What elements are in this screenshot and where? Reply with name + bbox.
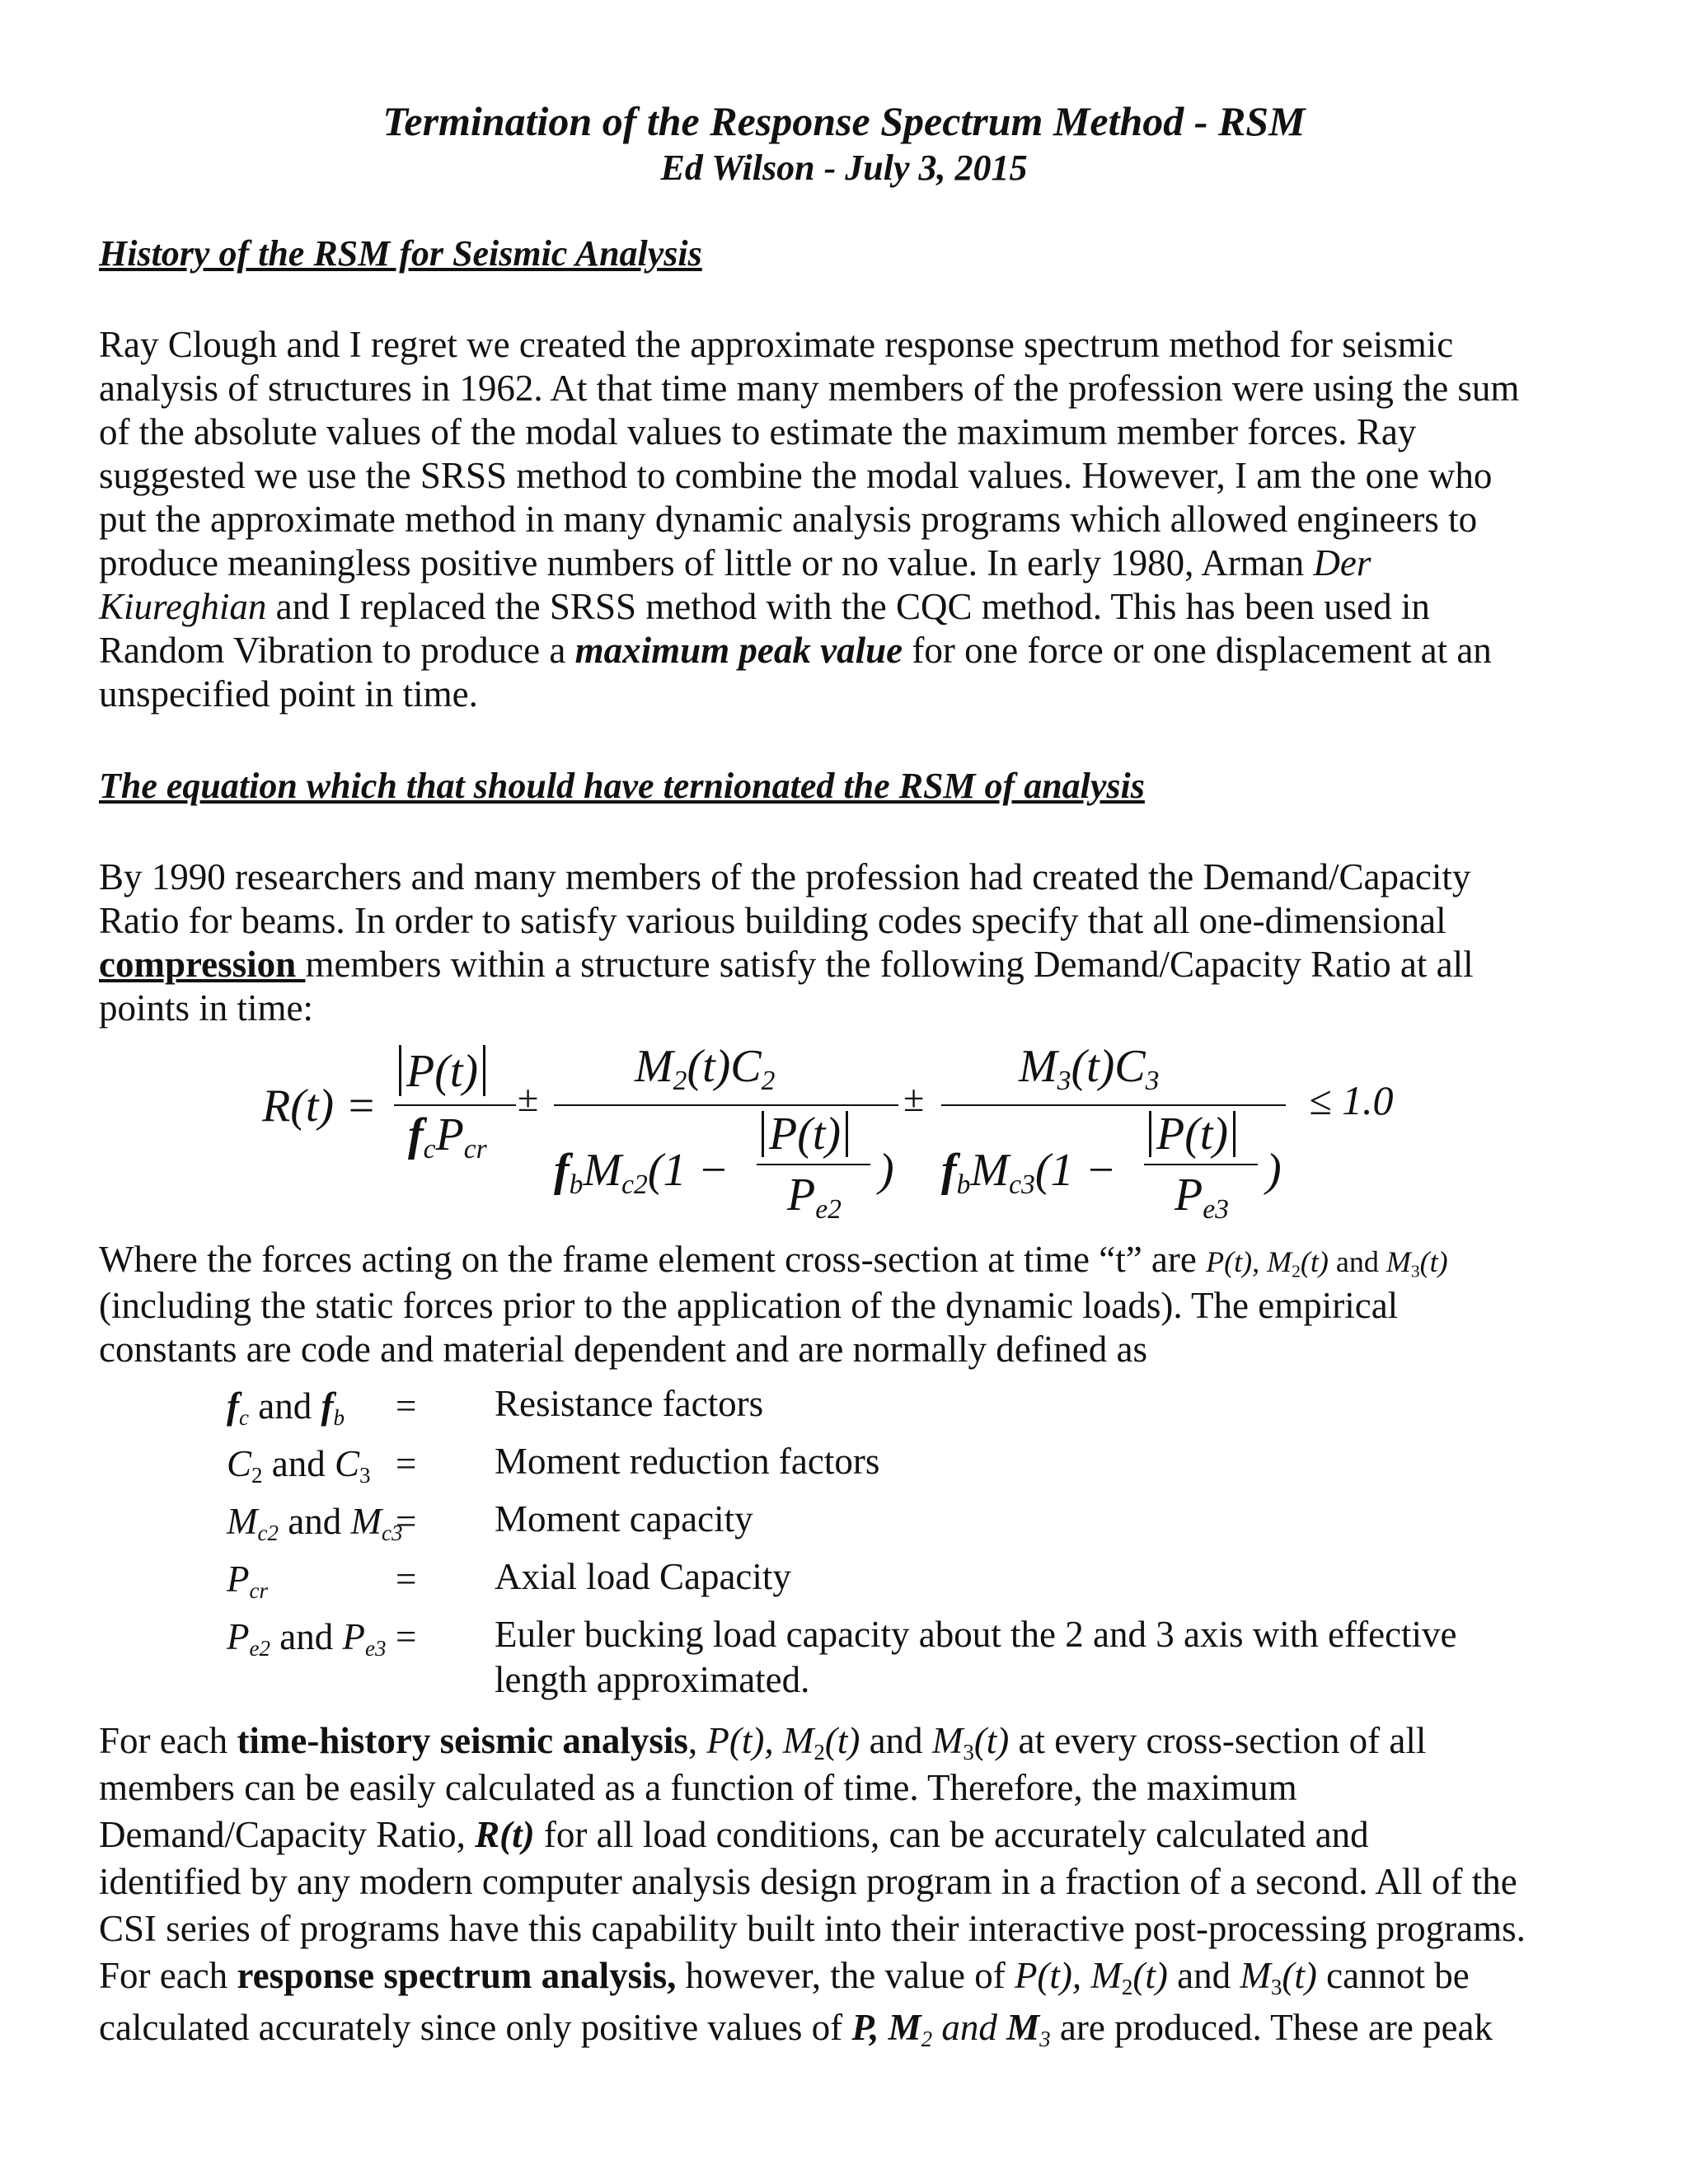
- text-span: and: [932, 2007, 1007, 2048]
- text-span: at every cross-section of all: [1009, 1720, 1427, 1761]
- text-span: f: [227, 1385, 239, 1427]
- text-span: f: [941, 1145, 957, 1196]
- text-span: Where the forces acting on the frame element cross-section at time “t” are: [99, 1239, 1207, 1280]
- text-span: Random Vibration to produce a: [99, 630, 575, 671]
- text-line: unspecified point in time.: [99, 673, 478, 715]
- text-span: P, M: [851, 2007, 921, 2048]
- text-line: constants are code and material dependent and are normally defined as: [99, 1329, 1147, 1370]
- fraction-bar: [757, 1164, 870, 1165]
- subscript: 2: [761, 1066, 776, 1097]
- emphasis-text: time-history seismic analysis: [237, 1720, 688, 1761]
- term1-denominator: [408, 1108, 487, 1165]
- text-span: (t): [1282, 1955, 1317, 1996]
- text-span: and: [278, 1501, 351, 1542]
- text-span: M: [931, 1720, 964, 1761]
- emphasis-text: maximum peak value: [574, 630, 903, 671]
- definition-description: Moment reduction factors: [495, 1441, 880, 1482]
- text-span: and: [248, 1385, 321, 1427]
- subscript: b: [333, 1405, 345, 1431]
- text-span: (t)C: [1071, 1041, 1146, 1092]
- text-line: [99, 2004, 1526, 2051]
- text-line: analysis of structures in 1962. At that time many members of the profession were using the sum: [99, 368, 1520, 409]
- abs-bar: [846, 1111, 848, 1157]
- term2-close: ): [879, 1145, 894, 1196]
- text-line: (including the static forces prior to the application of the dynamic loads). The empirical: [99, 1285, 1399, 1326]
- subscript: c2: [257, 1521, 279, 1546]
- text-span: (t)C: [687, 1041, 762, 1092]
- text-span: Demand/Capacity Ratio,: [99, 1814, 476, 1855]
- text-span: and: [270, 1616, 343, 1657]
- term2-denominator: [554, 1144, 729, 1201]
- paragraph-where-forces: [99, 1238, 1448, 1371]
- definition-symbol: [227, 1442, 371, 1488]
- subscript: 2: [921, 2027, 933, 2052]
- term3-inner-denominator: [1175, 1169, 1229, 1226]
- plus-minus-2: ±: [903, 1077, 925, 1119]
- text-span-italic: Kiureghian: [99, 586, 267, 627]
- fraction-bar: [1144, 1164, 1258, 1165]
- subscript: e3: [1203, 1194, 1229, 1226]
- term2-inner-numerator: [757, 1108, 853, 1160]
- text-line: of the absolute values of the modal values to estimate the maximum member forces. Ray: [99, 411, 1417, 452]
- term1-numerator: [394, 1045, 490, 1098]
- subscript: cr: [463, 1134, 487, 1165]
- section-heading-equation: The equation which that should have ternionated the RSM of analysis: [99, 766, 1145, 806]
- definition-equals: =: [396, 1385, 417, 1427]
- text-span: however, the value of: [676, 1955, 1015, 1996]
- text-line: [99, 943, 1474, 987]
- text-span: produce meaningless positive numbers of little or no value. In early 1980, Arman: [99, 542, 1314, 583]
- text-span: P: [227, 1558, 250, 1600]
- text-line: CSI series of programs have this capability built into their interactive post-processing programs.: [99, 1908, 1526, 1949]
- text-line: put the approximate method in many dynamic analysis programs which allowed engineers to: [99, 499, 1478, 540]
- emphasis-text: response spectrum analysis,: [237, 1955, 677, 1996]
- subscript: e3: [364, 1636, 387, 1661]
- abs-bar: [399, 1045, 401, 1096]
- term3-numerator: [1019, 1040, 1160, 1097]
- text-span: M: [970, 1145, 1010, 1196]
- text-span: (t): [1419, 1245, 1448, 1278]
- text-span: For each: [99, 1955, 237, 1996]
- definition-description: [495, 1612, 1457, 1703]
- text-span: f: [408, 1109, 424, 1160]
- paragraph-history: [99, 323, 1519, 716]
- subscript: 2: [1121, 1975, 1133, 2000]
- definition-description: Resistance factors: [495, 1383, 764, 1424]
- text-span: and: [1167, 1955, 1240, 1996]
- text-line: members can be easily calculated as a function of time. Therefore, the maximum: [99, 1767, 1297, 1808]
- text-span: M: [635, 1041, 673, 1092]
- text-span: (t): [824, 1720, 860, 1761]
- section-heading-history: History of the RSM for Seismic Analysis: [99, 233, 702, 274]
- abs-bar: [1233, 1111, 1236, 1157]
- abs-bar: [1149, 1111, 1151, 1157]
- text-line: [99, 1811, 1526, 1858]
- text-span: P(t): [1156, 1108, 1229, 1160]
- subscript: c2: [621, 1169, 648, 1201]
- text-span: (1 −: [1034, 1145, 1117, 1196]
- text-line: points in time:: [99, 987, 314, 1029]
- text-span: P: [342, 1616, 365, 1657]
- text-span: f: [554, 1145, 570, 1196]
- text-span: P(t), M: [706, 1720, 814, 1761]
- text-span: M: [227, 1501, 258, 1542]
- text-span: P(t): [406, 1046, 479, 1097]
- subscript: b: [569, 1169, 584, 1201]
- text-line: [99, 585, 1519, 629]
- text-span: P(t), M: [1206, 1245, 1292, 1278]
- term2-numerator: [635, 1040, 776, 1097]
- text-span: for all load conditions, can be accurately calculated and: [534, 1814, 1369, 1855]
- text-span: cannot be: [1316, 1955, 1470, 1996]
- subscript: cr: [249, 1578, 268, 1604]
- emphasis-text: R(t): [475, 1814, 535, 1855]
- text-span: ,: [687, 1720, 707, 1761]
- subscript: b: [956, 1169, 971, 1201]
- text-line: [99, 1238, 1448, 1284]
- document-subtitle: Ed Wilson - July 3, 2015: [660, 148, 1028, 188]
- subscript: 3: [963, 1740, 974, 1765]
- text-line: Euler bucking load capacity about the 2 and 3 axis with effective: [495, 1614, 1457, 1655]
- fraction-bar: [554, 1104, 898, 1106]
- text-span-italic: Der: [1313, 542, 1372, 583]
- inline-math: [1206, 1245, 1448, 1282]
- abs-bar: [483, 1045, 485, 1096]
- text-span: C: [227, 1443, 252, 1484]
- definition-description: Axial load Capacity: [495, 1556, 791, 1597]
- text-span: (t): [973, 1720, 1010, 1761]
- fraction-bar: [394, 1104, 516, 1106]
- text-span: P: [435, 1109, 464, 1160]
- text-line: [99, 1718, 1526, 1765]
- emphasis-text: compression: [99, 944, 306, 985]
- definition-description: Moment capacity: [495, 1498, 753, 1540]
- equation-lhs: R(t) =: [262, 1080, 377, 1132]
- subscript: e2: [815, 1194, 842, 1226]
- term3-close: ): [1266, 1145, 1282, 1196]
- subscript: 2: [814, 1740, 825, 1765]
- subscript: 3: [1039, 2027, 1051, 2052]
- definition-equals: =: [396, 1616, 417, 1657]
- text-line: Ratio for beams. In order to satisfy various building codes specify that all one-dimensional: [99, 900, 1447, 941]
- definition-symbol: [227, 1500, 403, 1546]
- text-span: M: [1019, 1041, 1057, 1092]
- definition-symbol: [227, 1615, 387, 1661]
- text-span: calculated accurately since only positive values of: [99, 2007, 852, 2048]
- equation-rhs: ≤ 1.0: [1309, 1077, 1394, 1123]
- text-line: suggested we use the SRSS method to combine the modal values. However, I am the one who: [99, 455, 1493, 496]
- subscript: 3: [1057, 1066, 1071, 1097]
- subscript: c: [423, 1134, 436, 1165]
- text-span: P: [1175, 1169, 1203, 1221]
- subscript: c3: [1009, 1169, 1035, 1201]
- definition-equals: =: [396, 1501, 417, 1542]
- text-span: for one force or one displacement at an: [903, 630, 1492, 671]
- text-span: f: [321, 1385, 334, 1427]
- text-line: By 1990 researchers and many members of the profession had created the Demand/Capacity: [99, 856, 1471, 898]
- text-span: (t): [1132, 1955, 1168, 1996]
- paragraph-demand-capacity: [99, 855, 1474, 1030]
- text-span: P(t), M: [1014, 1955, 1122, 1996]
- term3-inner-numerator: [1144, 1108, 1240, 1160]
- text-span: P(t): [769, 1108, 842, 1160]
- subscript: 3: [1145, 1066, 1160, 1097]
- text-line: [99, 629, 1519, 673]
- text-span: M: [1240, 1955, 1271, 1996]
- subscript: c3: [381, 1521, 403, 1546]
- text-span: M: [1006, 2007, 1040, 2048]
- definition-equals: =: [396, 1558, 417, 1600]
- text-span: P: [227, 1616, 250, 1657]
- text-span: and I replaced the SRSS method with the CQC method. This has been used in: [266, 586, 1430, 627]
- text-line: [99, 1952, 1526, 1999]
- definition-equals: =: [396, 1443, 417, 1484]
- subscript: e2: [249, 1636, 270, 1661]
- text-line: [99, 541, 1519, 585]
- text-span: (1 −: [647, 1145, 729, 1196]
- text-span: (t): [1300, 1245, 1329, 1278]
- subscript: 2: [1292, 1261, 1301, 1282]
- fraction-bar: [941, 1104, 1286, 1106]
- subscript: c: [239, 1405, 249, 1431]
- subscript: 3: [359, 1463, 371, 1488]
- term3-denominator: [941, 1144, 1117, 1201]
- text-span: M: [1386, 1245, 1411, 1278]
- document-title: Termination of the Response Spectrum Method - RSM: [382, 98, 1306, 144]
- definition-symbol: [227, 1558, 268, 1604]
- text-span: and: [860, 1720, 932, 1761]
- text-span: and: [1328, 1245, 1386, 1278]
- text-span: M: [583, 1145, 622, 1196]
- text-span: P: [787, 1169, 816, 1221]
- text-line: Ray Clough and I regret we created the approximate response spectrum method for seismic: [99, 324, 1454, 365]
- text-span: and: [262, 1443, 335, 1484]
- text-span: M: [350, 1501, 382, 1542]
- subscript: 2: [251, 1463, 263, 1488]
- definition-symbol: [227, 1385, 345, 1431]
- subscript: 3: [1410, 1261, 1420, 1282]
- paragraph-time-history: [99, 1718, 1526, 2051]
- text-span: For each: [99, 1720, 237, 1761]
- term2-inner-denominator: [787, 1169, 842, 1226]
- plus-minus-1: ±: [518, 1077, 539, 1119]
- text-span: C: [335, 1443, 360, 1484]
- text-line: identified by any modern computer analysis design program in a fraction of a second. All of the: [99, 1861, 1517, 1902]
- text-span: are produced. These are peak: [1050, 2007, 1493, 2048]
- subscript: 2: [673, 1066, 687, 1097]
- subscript: 3: [1270, 1975, 1282, 2000]
- text-span: members within a structure satisfy the following Demand/Capacity Ratio at all: [305, 944, 1474, 985]
- abs-bar: [762, 1111, 764, 1157]
- text-line: length approximated.: [495, 1659, 810, 1700]
